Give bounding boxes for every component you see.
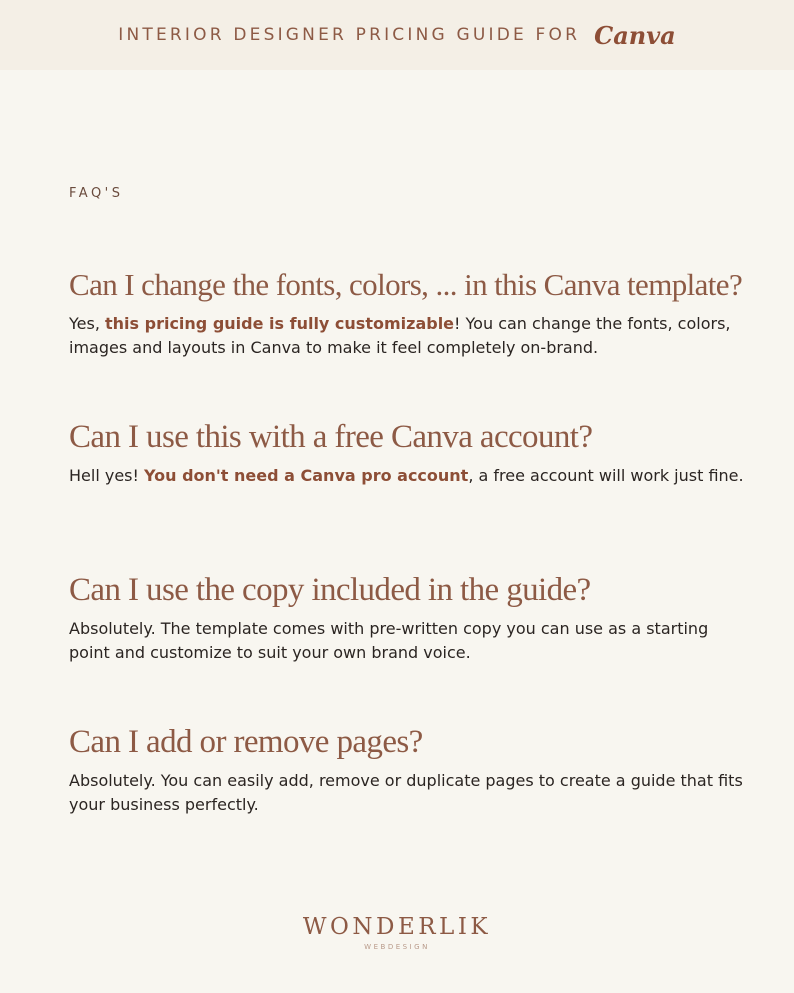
section-label: FAQ'S xyxy=(69,186,124,201)
faq-answer xyxy=(69,312,749,360)
faq-item xyxy=(69,723,749,817)
faq-item xyxy=(69,266,749,360)
faq-question: Can I change the fonts, colors, ... in this Canva template? xyxy=(69,267,743,302)
banner-title: INTERIOR DESIGNER PRICING GUIDE FOR xyxy=(118,25,581,45)
faq-item xyxy=(69,571,749,665)
faq-question: Can I use the copy included in the guide? xyxy=(69,572,591,608)
faq-answer-text: , a free account will work just fine. xyxy=(468,466,744,485)
faq-answer-text: Yes, xyxy=(69,314,105,333)
faq-answer-text: Hell yes! xyxy=(69,466,144,485)
faq-item xyxy=(69,418,749,488)
faq-answer: Absolutely. The template comes with pre-written copy you can use as a starting point and customize to suit your own brand voice. xyxy=(69,619,709,662)
faq-answer-highlight: this pricing guide is fully customizable xyxy=(105,314,455,333)
faq-answer xyxy=(69,464,749,488)
banner-brand: Canva xyxy=(594,20,676,50)
faq-answer-highlight: You don't need a Canva pro account xyxy=(144,466,469,485)
brand-logo xyxy=(0,914,794,951)
faq-question: Can I use this with a free Canva account? xyxy=(69,419,593,455)
faq-question: Can I add or remove pages? xyxy=(69,724,423,760)
logo-name: WONDERLIK xyxy=(302,914,492,940)
header-banner xyxy=(0,0,794,70)
faq-answer-text: ! You can change the fonts, colors, images and layouts in Canva to make it feel completely on-brand. xyxy=(69,314,731,357)
logo-tagline: WEBDESIGN xyxy=(364,943,430,951)
faq-answer: Absolutely. You can easily add, remove or duplicate pages to create a guide that fits your business perfectly. xyxy=(69,771,743,814)
